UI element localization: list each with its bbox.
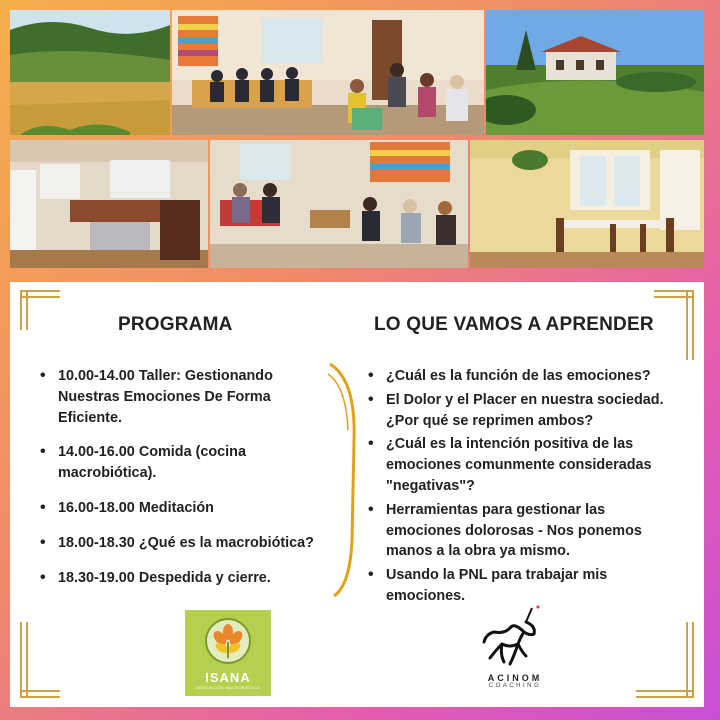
divider-curve	[326, 360, 366, 600]
unicorn-icon	[480, 604, 550, 668]
programa-item: • 18.00-18.30 ¿Qué es la macrobiótica?	[36, 533, 336, 554]
aprender-item: • El Dolor y el Placer en nuestra sociedad. ¿Por qué se reprimen ambos?	[364, 390, 664, 432]
programa-item: • 18.30-19.00 Despedida y cierre.	[36, 568, 336, 589]
aprender-item: • ¿Cuál es la intención positiva de las emociones comunmente consideradas "negativas"?	[364, 434, 664, 496]
photo-living-room-group	[172, 10, 484, 135]
content-panel	[10, 282, 704, 707]
acinom-name: ACINOM	[487, 673, 543, 683]
acinom-logo	[474, 604, 556, 689]
programa-item: • 14.00-16.00 Comida (cocina macrobiótica).	[36, 442, 336, 484]
leaf-icon	[205, 618, 251, 664]
isana-logo	[185, 610, 271, 696]
programa-list	[36, 366, 336, 602]
photo-kitchen	[10, 140, 208, 268]
photo-meeting-room	[210, 140, 468, 268]
isana-subtitle: ASOCIACIÓN MACROBIÓTICA	[195, 685, 261, 690]
photo-collage	[10, 10, 704, 268]
programa-item: • 10.00-14.00 Taller: Gestionando Nuestras Emociones De Forma Eficiente.	[36, 366, 336, 428]
aprender-item: • ¿Cuál es la función de las emociones?	[364, 366, 664, 387]
aprender-title: LO QUE VAMOS A APRENDER	[374, 314, 654, 335]
photo-dining-room	[470, 140, 704, 268]
aprender-item: • Usando la PNL para trabajar mis emociones.	[364, 565, 664, 607]
programa-item: • 16.00-18.00 Meditación	[36, 498, 336, 519]
photo-wheat-field	[10, 10, 170, 135]
isana-name: ISANA	[205, 670, 251, 685]
photo-house-landscape	[486, 10, 704, 135]
aprender-item: • Herramientas para gestionar las emociones dolorosas - Nos ponemos manos a la obra ya mismo.	[364, 500, 664, 562]
aprender-list	[364, 366, 664, 610]
acinom-subtitle: COACHING	[488, 683, 542, 689]
programa-title: PROGRAMA	[118, 314, 233, 335]
